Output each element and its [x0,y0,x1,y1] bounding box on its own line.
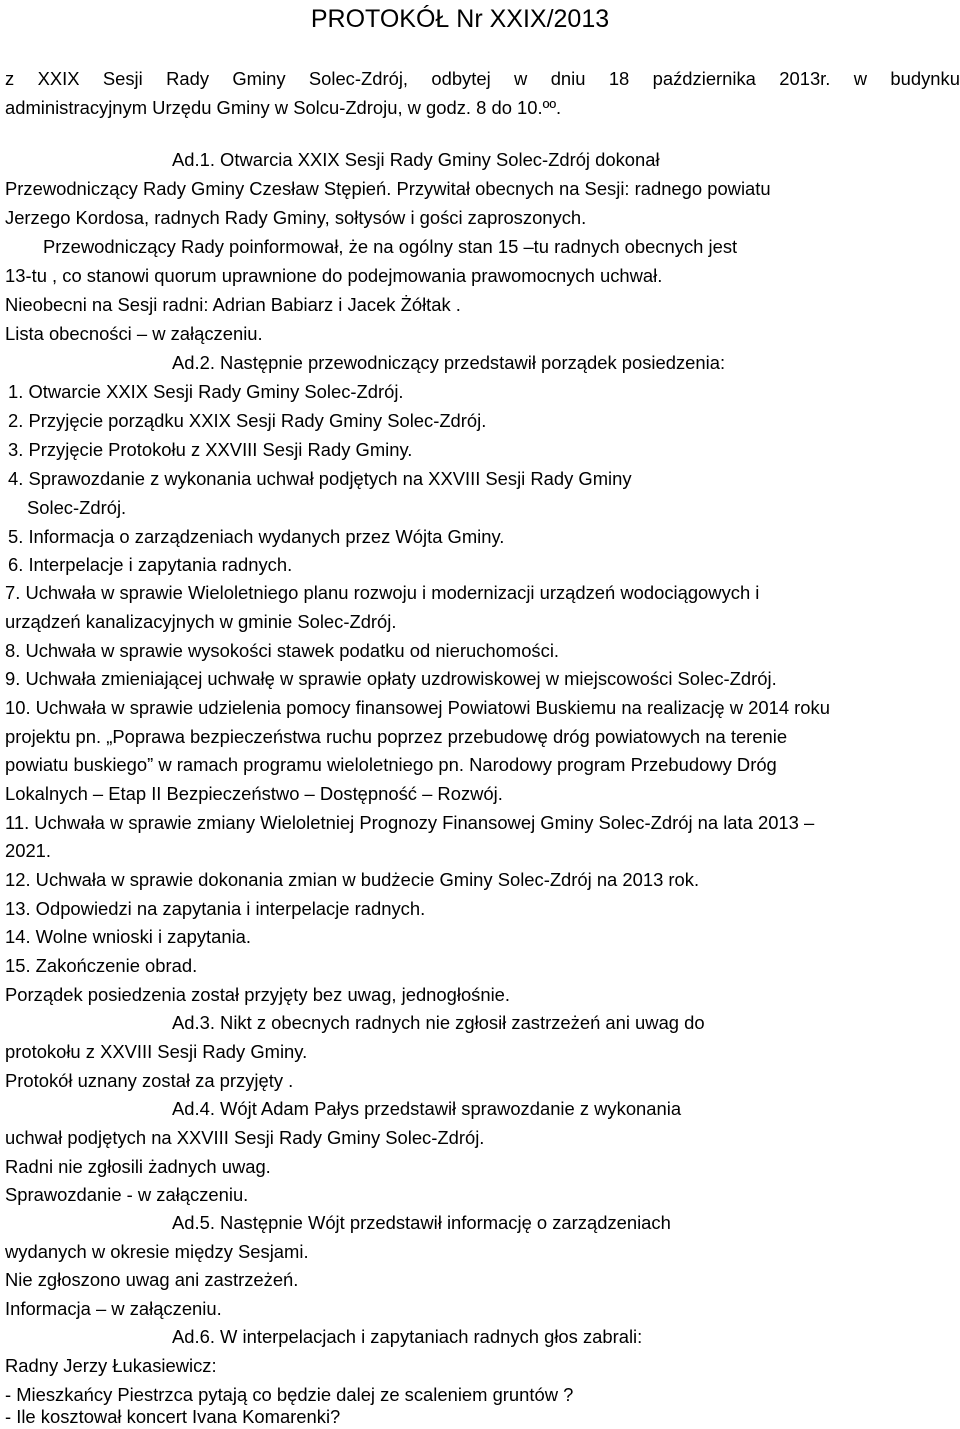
agenda-item: 9. Uchwała zmieniającej uchwałę w sprawie opłaty uzdrowiskowej w miejscowości Solec-Zdrój. [5,668,777,689]
ad4-line: Sprawozdanie - w załączeniu. [5,1184,249,1205]
agenda-item: 13. Odpowiedzi na zapytania i interpelacje radnych. [5,898,426,919]
ad6-line: Radny Jerzy Łukasiewicz: [5,1355,217,1376]
ad6-line: - Ile kosztował koncert Ivana Komarenki? [5,1406,341,1427]
agenda-item: Lokalnych – Etap II Bezpieczeństwo – Dostępność – Rozwój. [5,783,503,804]
ad1-heading: Ad.1. Otwarcia XXIX Sesji Rady Gminy Solec-Zdrój dokonał [172,149,660,170]
agenda-item: Solec-Zdrój. [27,497,127,518]
agenda-item: 3. Przyjęcie Protokołu z XXVIII Sesji Rady Gminy. [8,439,413,460]
ad1-line: 13-tu , co stanowi quorum uprawnione do podejmowania prawomocnych uchwał. [5,265,663,286]
agenda-item: 11. Uchwała w sprawie zmiany Wieloletniej Prognozy Finansowej Gminy Solec-Zdrój na lata 2013 – [5,812,815,833]
ad5-line: Informacja – w załączeniu. [5,1298,222,1319]
intro-word: Sesji [102,68,143,89]
agenda-item: powiatu buskiego” w ramach programu wieloletniego pn. Narodowy program Przebudowy Dróg [5,754,777,775]
agenda-item: 7. Uchwała w sprawie Wieloletniego planu rozwoju i modernizacji urządzeń wodociągowych i [5,582,760,603]
intro-word: budynku [890,68,960,89]
ad3-line: protokołu z XXVIII Sesji Rady Gminy. [5,1041,308,1062]
agenda-item: 15. Zakończenie obrad. [5,955,198,976]
ad5-line: Nie zgłoszono uwag ani zastrzeżeń. [5,1269,299,1290]
agenda-item: 10. Uchwała w sprawie udzielenia pomocy finansowej Powiatowi Buskiemu na realizację w 2014 roku [5,697,830,718]
agenda-item: 8. Uchwała w sprawie wysokości stawek podatku od nieruchomości. [5,640,560,661]
ad6-line: - Mieszkańcy Piestrzca pytają co będzie dalej ze scaleniem gruntów ? [5,1384,574,1405]
agenda-item: 5. Informacja o zarządzeniach wydanych przez Wójta Gminy. [8,526,505,547]
intro-word: w [853,68,868,89]
ad4-heading: Ad.4. Wójt Adam Pałys przedstawił sprawozdanie z wykonania [172,1098,682,1119]
ad1-line: Jerzego Kordosa, radnych Rady Gminy, sołtysów i gości zaproszonych. [5,207,587,228]
ad1-line: Nieobecni na Sesji radni: Adrian Babiarz i Jacek Żółtak . [5,294,461,315]
agenda-item: 14. Wolne wnioski i zapytania. [5,926,252,947]
intro-word: w [514,68,528,89]
document-title: PROTOKÓŁ Nr XXIX/2013 [310,5,610,33]
ad4-line: Radni nie zgłosili żadnych uwag. [5,1156,271,1177]
intro-word: Rady [166,68,210,89]
agenda-item: urządzeń kanalizacyjnych w gminie Solec-Zdrój. [5,611,397,632]
ad2-heading: Ad.2. Następnie przewodniczący przedstawił porządek posiedzenia: [172,352,726,373]
ad3-heading: Ad.3. Nikt z obecnych radnych nie zgłosił zastrzeżeń ani uwag do [172,1012,705,1033]
intro-line-2: administracyjnym Urzędu Gminy w Solcu-Zdroju, w godz. 8 do 10.ºº. [5,97,562,118]
intro-word: dniu [550,68,586,89]
ad4-line: uchwał podjętych na XXVIII Sesji Rady Gminy Solec-Zdrój. [5,1127,485,1148]
intro-word: października [652,68,756,89]
agenda-item: projektu pn. „Poprawa bezpieczeństwa ruchu poprzez przebudowę dróg powiatowych na terenie [5,726,788,747]
agenda-item: 2021. [5,840,52,861]
ad6-heading: Ad.6. W interpelacjach i zapytaniach radnych głos zabrali: [172,1326,643,1347]
intro-line-1 [5,67,960,91]
agenda-item: 4. Sprawozdanie z wykonania uchwał podjętych na XXVIII Sesji Rady Gminy [8,468,632,489]
ad1-line: Lista obecności – w załączeniu. [5,323,263,344]
agenda-item: 12. Uchwała w sprawie dokonania zmian w budżecie Gminy Solec-Zdrój na 2013 rok. [5,869,700,890]
ad2-conclusion: Porządek posiedzenia został przyjęty bez uwag, jednogłośnie. [5,984,511,1005]
agenda-item: 1. Otwarcie XXIX Sesji Rady Gminy Solec-Zdrój. [8,381,404,402]
ad1-line: Przewodniczący Rady Gminy Czesław Stępień. Przywitał obecnych na Sesji: radnego powiatu [5,178,771,199]
intro-word: Solec-Zdrój, [308,68,409,89]
agenda-item: 6. Interpelacje i zapytania radnych. [8,554,293,575]
intro-word: XXIX [37,68,80,89]
intro-word: odbytej [431,68,491,89]
intro-word: 18 [608,68,630,89]
intro-word: Gminy [232,68,286,89]
ad3-line: Protokół uznany został za przyjęty . [5,1070,294,1091]
agenda-item: 2. Przyjęcie porządku XXIX Sesji Rady Gminy Solec-Zdrój. [8,410,487,431]
ad5-line: wydanych w okresie między Sesjami. [5,1241,309,1262]
ad1-line: Przewodniczący Rady poinformował, że na ogólny stan 15 –tu radnych obecnych jest [43,236,738,257]
intro-word: 2013r. [779,68,831,89]
intro-word: z [5,68,15,89]
ad5-heading: Ad.5. Następnie Wójt przedstawił informację o zarządzeniach [172,1212,671,1233]
